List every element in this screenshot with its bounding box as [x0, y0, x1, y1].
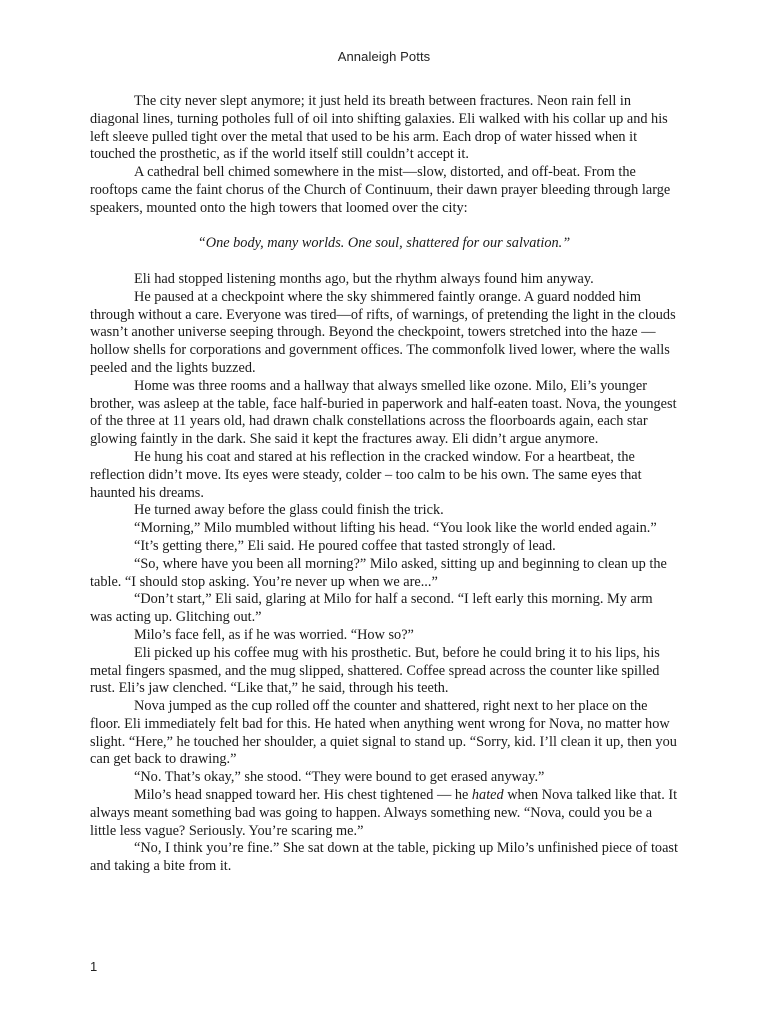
paragraph: Nova jumped as the cup rolled off the counter and shattered, right next to her place on the floor. Eli immediately felt bad for this. He hated when anything went wrong for Nova, no matter how slight. “Here,” he touched her shoulder, a quiet signal to stand up. “Sorry, kid. I’ll clean it up, then you can get back to drawing.” — [90, 698, 677, 768]
author-header: Annaleigh Potts — [337, 49, 431, 64]
prayer-quote: “One body, many worlds. One soul, shattered for our salvation.” — [197, 235, 571, 252]
paragraph: He paused at a checkpoint where the sky shimmered faintly orange. A guard nodded him through without a care. Everyone was tired—of rifts, of warnings, of pretending the light in the clouds wasn’t another universe seeping through. Beyond the checkpoint, towers stretched into the haze — hollow shells for corporations and government offices. The commonfolk lived lower, where the walls peeled and the lights buzzed. — [90, 288, 676, 376]
paragraph: Milo’s face fell, as if he was worried. “How so?” — [134, 626, 414, 643]
paragraph: Eli had stopped listening months ago, but the rhythm always found him anyway. — [134, 270, 594, 287]
paragraph: “Don’t start,” Eli said, glaring at Milo for half a second. “I left early this morning. My arm was acting up. Glitching out.” — [90, 591, 653, 626]
paragraph: “Morning,” Milo mumbled without lifting his head. “You look like the world ended again.” — [134, 520, 657, 537]
paragraph: He turned away before the glass could finish the trick. — [134, 502, 444, 519]
paragraph: A cathedral bell chimed somewhere in the mist—slow, distorted, and off-beat. From the rooftops came the faint chorus of the Church of Continuum, their dawn prayer bleeding through large speakers, mounted onto the high towers that loomed over the city: — [90, 164, 671, 216]
paragraph: Eli picked up his coffee mug with his prosthetic. But, before he could bring it to his lips, his metal fingers spasmed, and the mug slipped, shattered. Coffee spread across the counter like spilled rust. Eli’s jaw clenched. “Like that,” he said, through his teeth. — [90, 644, 660, 697]
paragraph: “It’s getting there,” Eli said. He poured coffee that tasted strongly of lead. — [134, 537, 556, 554]
page-number: 1 — [90, 959, 98, 974]
paragraph: The city never slept anymore; it just held its breath between fractures. Neon rain fell in diagonal lines, turning potholes full of oil into shifting galaxies. Eli walked with his collar up and his left sleeve pulled tight over the metal that used to be his arm. Each drop of water hissed when it touched the prosthetic, as if the world itself still couldn’t accept it. — [90, 93, 668, 163]
paragraph-text: Milo’s head snapped toward her. His chest tightened — he — [134, 787, 472, 804]
paragraph: Home was three rooms and a hallway that always smelled like ozone. Milo, Eli’s younger brother, was asleep at the table, face half-buried in paperwork and half-eaten toast. Nova, the youngest of the three at 11 years old, had drawn chalk constellations across the floorboards again, each star glowing faintly in the dark. She said it kept the fractures away. Eli didn’t argue anymore. — [90, 377, 677, 448]
paragraph: “No, I think you’re fine.” She sat down at the table, picking up Milo’s unfinished piece of toast and taking a bite from it. — [90, 840, 678, 875]
emphasized-word: hated — [471, 787, 504, 804]
paragraph-text: when Nova talked like that. It always meant something bad was going to happen. Always something new. “Nova, could you be a little less vague? Seriously. You’re scaring me.” — [90, 787, 678, 839]
paragraph: “So, where have you been all morning?” Milo asked, sitting up and beginning to clean up the table. “I should stop asking. You’re never up when we are...” — [90, 555, 667, 590]
paragraph: “No. That’s okay,” she stood. “They were bound to get erased anyway.” — [134, 769, 545, 786]
paragraph: He hung his coat and stared at his reflection in the cracked window. For a heartbeat, the reflection didn’t move. Its eyes were steady, colder – too calm to be his own. The same eyes that haunted his dreams. — [90, 448, 642, 501]
paragraph — [90, 787, 678, 840]
story-body — [90, 93, 678, 876]
